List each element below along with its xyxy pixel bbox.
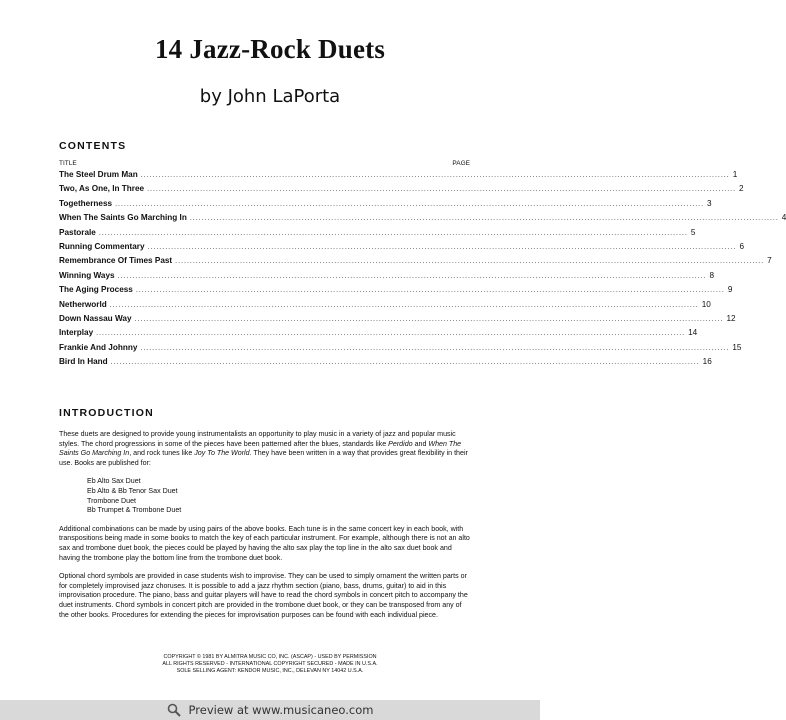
toc-entry bbox=[59, 357, 712, 371]
toc-entry-page: 5 bbox=[690, 227, 696, 237]
toc-entry-title: Remembrance Of Times Past bbox=[59, 256, 173, 266]
toc-entry-page: 14 bbox=[688, 328, 698, 338]
toc-leader-dots: ........................................................................................................................................................................................................ bbox=[98, 229, 688, 237]
toc-entry-title: The Steel Drum Man bbox=[59, 170, 138, 179]
toc-entry bbox=[59, 184, 744, 198]
toc-leader-dots: ........................................................................................................................................................................................................ bbox=[117, 272, 707, 280]
toc-entry-title: Bird In Hand bbox=[59, 357, 108, 367]
page-title: 14 Jazz-Rock Duets bbox=[154, 34, 386, 64]
book-list-item: Eb Alto & Bb Tenor Sax Duet bbox=[87, 486, 178, 495]
toc-leader-dots: ........................................................................................................................................................................................................ bbox=[134, 315, 724, 323]
toc-leader-dots: ........................................................................................................................................................................................................ bbox=[96, 330, 686, 338]
toc-entry bbox=[59, 213, 786, 227]
toc-entry-title: Down Nassau Way bbox=[59, 313, 132, 323]
toc-entry bbox=[59, 170, 738, 184]
toc-entry bbox=[59, 256, 772, 270]
toc-entry-page: 10 bbox=[701, 299, 711, 309]
toc-leader-dots: ........................................................................................................................................................................................................ bbox=[175, 258, 765, 266]
toc-entry bbox=[59, 270, 715, 285]
contents-heading: CONTENTS bbox=[59, 140, 127, 152]
copyright-notice bbox=[0, 654, 540, 675]
toc-leader-dots: ........................................................................................................................................................................................................ bbox=[140, 172, 730, 179]
intro-paragraph-2: Additional combinations can be made by using pairs of the above books. Each tune is in the same concert key in each book, with transpositions being made in some books to match the key of each particular instrument. For example, although there is not an alto sax and trombone duet book, the pieces could be played by having the alto sax play the top line in the alto sax duet book and having the trombone play the bottom line from the trombone duet book. bbox=[59, 524, 470, 562]
toc-entry bbox=[59, 241, 745, 256]
copyright-line: COPYRIGHT © 1981 BY ALMITRA MUSIC CO, INC. (ASCAP) - USED BY PERMISSION bbox=[163, 654, 377, 660]
toc-entry-page: 1 bbox=[732, 170, 738, 179]
toc-column-page-label: PAGE bbox=[452, 160, 470, 167]
toc-entry bbox=[59, 299, 711, 314]
introduction-heading: INTRODUCTION bbox=[59, 407, 154, 419]
copyright-line: SOLE SELLING AGENT: KENDOR MUSIC, INC., DELEVAN NY 14042 U.S.A. bbox=[176, 668, 364, 674]
intro-paragraph-1: These duets are designed to provide young instrumentalists an opportunity to play music in a variety of jazz and popular music styles. The chord progressions in some of the pieces have been patterned after the blues, standards like Perdido and When The Saints Go Marching In, and rock tunes like Joy To The World. They have been written in a way that provides great flexibility in their use. Books are published for: bbox=[59, 430, 468, 467]
toc-entry-title: Pastorale bbox=[59, 227, 96, 237]
toc-entry-title: Netherworld bbox=[59, 299, 107, 309]
toc-entry-page: 15 bbox=[732, 342, 742, 352]
preview-watermark-text[interactable]: Preview at www.musicaneo.com bbox=[188, 703, 374, 717]
toc-leader-dots: ........................................................................................................................................................................................................ bbox=[115, 200, 705, 208]
magnifier-icon bbox=[167, 703, 181, 717]
toc-entry bbox=[59, 285, 733, 299]
book-list-item: Trombone Duet bbox=[87, 496, 137, 505]
toc-entry-title: Frankie And Johnny bbox=[59, 342, 138, 352]
book-list-item: Bb Trumpet & Trombone Duet bbox=[87, 506, 182, 515]
toc-entry-title: Togetherness bbox=[59, 198, 113, 208]
toc-entry-page: 6 bbox=[739, 241, 745, 251]
toc-entry-title: The Aging Process bbox=[59, 285, 133, 295]
toc-column-title-label: TITLE bbox=[59, 160, 77, 167]
author-line: by John LaPorta bbox=[199, 86, 341, 107]
toc-entry-page: 2 bbox=[739, 184, 744, 194]
copyright-line: ALL RIGHTS RESERVED - INTERNATIONAL COPYRIGHT SECURED - MADE IN U.S.A. bbox=[162, 661, 378, 667]
toc-entry-title: Running Commentary bbox=[59, 241, 145, 251]
preview-watermark-bar[interactable] bbox=[0, 700, 540, 720]
toc-leader-dots: ........................................................................................................................................................................................................ bbox=[189, 215, 779, 223]
toc-entry bbox=[59, 227, 696, 242]
toc-leader-dots: ........................................................................................................................................................................................................ bbox=[147, 186, 737, 194]
toc-entry-page: 8 bbox=[709, 270, 715, 280]
toc-entry-title: Interplay bbox=[59, 328, 94, 338]
toc-entry-page: 3 bbox=[707, 198, 712, 208]
toc-leader-dots: ........................................................................................................................................................................................................ bbox=[147, 243, 737, 251]
book-list bbox=[87, 477, 471, 515]
toc-entry-title: Winning Ways bbox=[59, 270, 115, 280]
toc-leader-dots: ........................................................................................................................................................................................................ bbox=[109, 301, 699, 309]
intro-paragraph-3: Optional chord symbols are provided in case students wish to improvise. They can be used to simply ornament the written parts or for completely improvised jazz choruses. It is possible to add a jazz rhythm section (piano, bass, drums, guitar) to aid in this improvisation procedure. The piano, bass and guitar players will have to read the chord symbols in concert pitch to accompany the duet instruments. Chord symbols in concert pitch are provided in the trombone duet book, or they can be transposed from any of the other books. Procedures for extending the pieces for improvisation purposes can be found with each individual piece. bbox=[59, 572, 468, 619]
toc-entry-title: When The Saints Go Marching In bbox=[59, 213, 187, 223]
toc-leader-dots: ........................................................................................................................................................................................................ bbox=[140, 344, 730, 352]
table-of-contents bbox=[59, 170, 786, 371]
toc-entry bbox=[59, 313, 736, 328]
book-list-item: Eb Alto Sax Duet bbox=[87, 477, 141, 486]
toc-leader-dots: ........................................................................................................................................................................................................ bbox=[135, 287, 725, 295]
toc-entry bbox=[59, 342, 742, 357]
toc-entry bbox=[59, 328, 698, 342]
toc-entry-page: 16 bbox=[702, 357, 712, 367]
introduction-body bbox=[59, 430, 471, 629]
toc-entry-title: Two, As One, In Three bbox=[59, 184, 145, 194]
toc-entry-page: 12 bbox=[726, 313, 736, 323]
toc-entry-page: 9 bbox=[727, 285, 733, 295]
toc-entry-page: 4 bbox=[781, 213, 786, 223]
toc-entry-page: 7 bbox=[767, 256, 772, 266]
toc-leader-dots: ........................................................................................................................................................................................................ bbox=[110, 359, 700, 367]
toc-entry bbox=[59, 198, 712, 213]
